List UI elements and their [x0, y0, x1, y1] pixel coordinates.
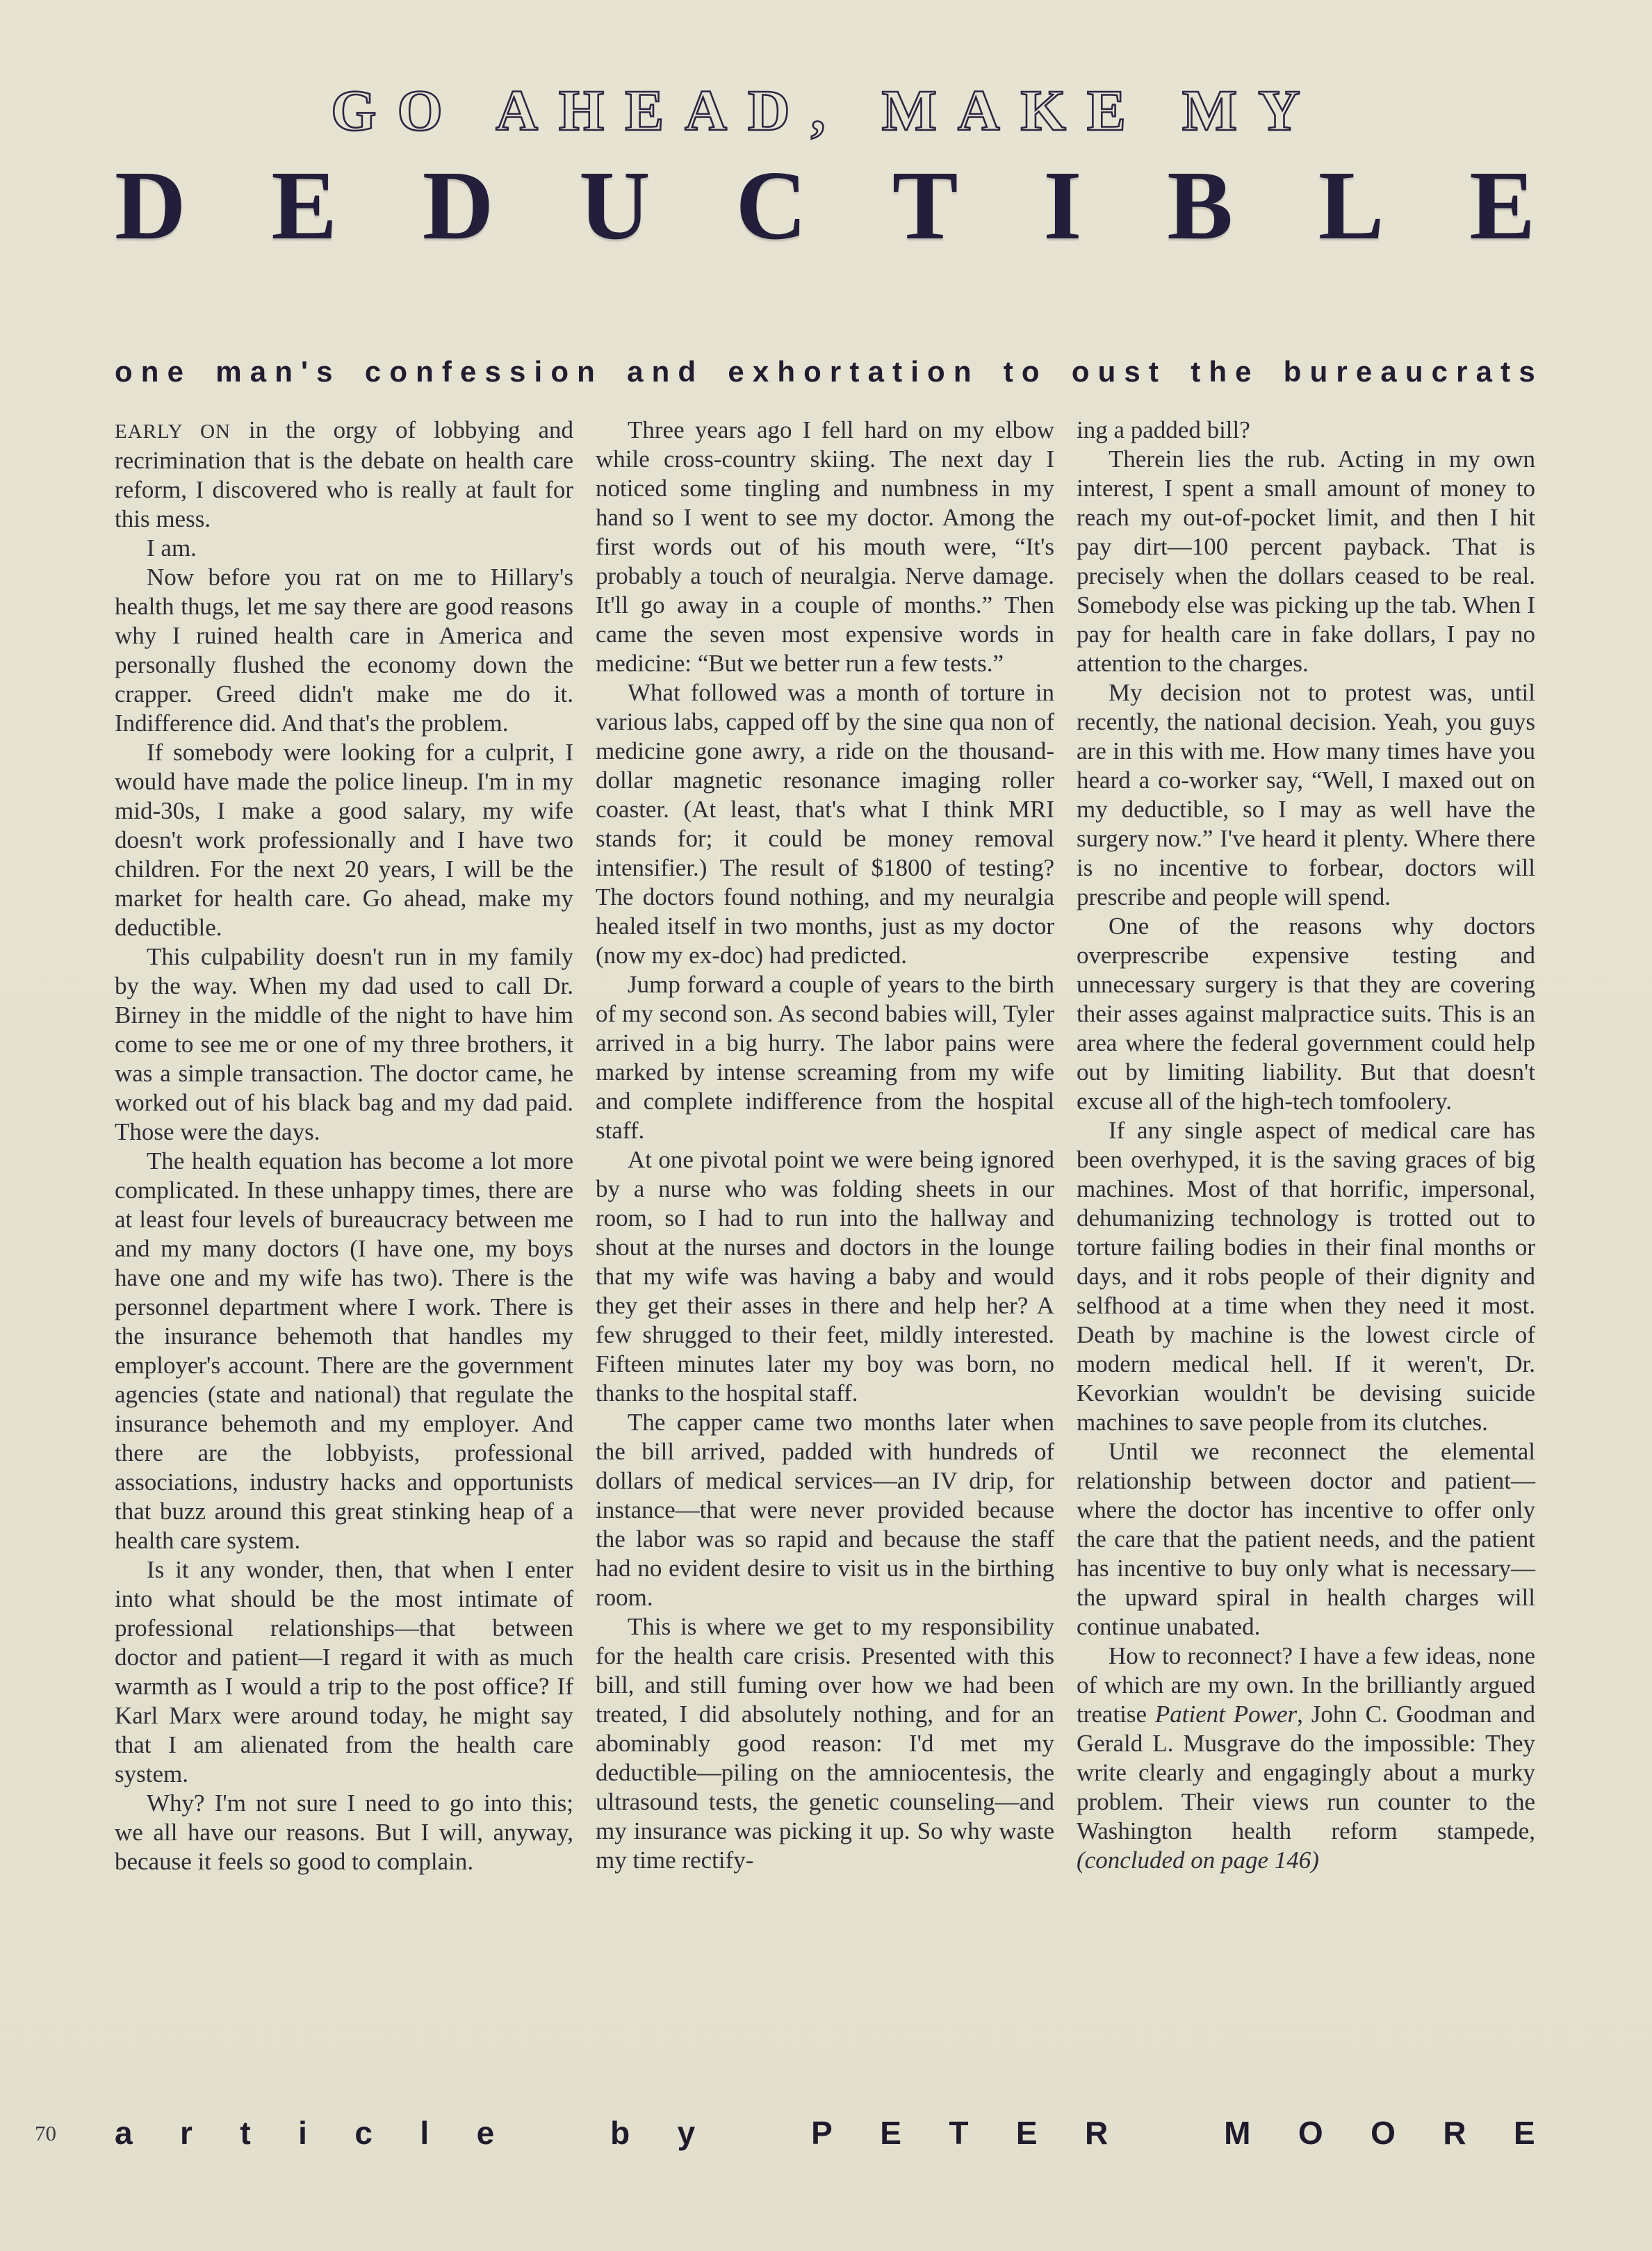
letter: r — [1456, 355, 1468, 388]
letter: n — [577, 355, 595, 388]
column-1 — [115, 416, 573, 1876]
body-text: Three years ago I fell hard on my elbow while cross-country skiing. The next day I noticed some tingling and numbness in my hand so I went to see my doctor. Among the first words out of his mouth were, “It's probably a touch of neuralgia. Nerve damage. It'll go away in a couple of months.” Then came the seven most expensive words in medicine: “But we better run a few tests.” — [596, 416, 1054, 677]
letter: D — [115, 150, 186, 260]
letter: i — [298, 2115, 307, 2151]
paragraph — [1077, 912, 1535, 1116]
letter: n — [651, 355, 670, 388]
letter: f — [441, 355, 452, 388]
letter — [1260, 357, 1275, 386]
letter: t — [1003, 355, 1013, 388]
letter — [192, 357, 207, 386]
paragraph — [1077, 445, 1535, 678]
paragraph — [596, 416, 1054, 678]
letter: E — [1514, 2115, 1535, 2151]
body-text: Now before you rat on me to Hillary's health thugs, let me say there are good reasons why I ruined health care in America and personally flushed the economy down the crapper. Greed didn't make me do it. Indifference did. And that's the problem. — [115, 564, 573, 737]
smallcaps-text: EARLY ON — [115, 420, 231, 443]
letter: i — [910, 355, 919, 388]
body-text: If any single aspect of medical care has been overhyped, it is the saving graces of big machines. Most of that horrific, impersonal, dehumanizing technology is trotted out to torture failing bodies in their final months or days, and it robs people of their dignity and selfhood at a time when they need it most. Death by machine is the lowest circle of modern medical hell. If it weren't, Dr. Kevorkian wouldn't be devising suicide machines to save people from its clutches. — [1077, 1117, 1535, 1436]
letter: E — [880, 2115, 901, 2151]
letter: e — [167, 355, 183, 388]
letter: a — [1380, 355, 1397, 388]
letter — [704, 357, 719, 386]
letter — [542, 2117, 563, 2149]
body-text: How to reconnect? I have a few ideas, none of which are my own. In the brilliantly argued treatise — [1077, 1642, 1535, 1728]
paragraph — [115, 738, 573, 942]
byline-caption — [115, 2117, 1535, 2149]
letter: M — [1224, 2115, 1251, 2151]
letter: i — [534, 355, 543, 388]
body-text: My decision not to protest was, until recently, the national decision. Yeah, you guys are in this with me. How many times have you heard a co-worker say, “Well, I maxed out on my deductible, so I may as well have the surgery now.” I've heard it plenty. Where there is no incentive to forbear, doctors will prescribe and people will spend. — [1077, 679, 1535, 910]
letter: T — [892, 150, 958, 260]
paragraph — [596, 678, 1054, 970]
letter: a — [627, 355, 644, 388]
letter: n — [953, 355, 972, 388]
letter: r — [1336, 355, 1348, 388]
page-number: 70 — [35, 2121, 56, 2145]
paragraph — [115, 534, 573, 563]
body-text: in the orgy of lobbying and recrimination that is the debate on health care reform, I discovered who is really at fault for this mess. — [115, 416, 573, 532]
paragraph — [596, 1145, 1054, 1408]
letter: n — [275, 355, 293, 388]
article-title — [115, 150, 1535, 260]
letter: b — [1283, 355, 1302, 388]
letter: o — [927, 355, 945, 388]
letter: s — [1124, 355, 1140, 388]
letter: s — [484, 355, 501, 388]
letter: R — [1443, 2115, 1466, 2151]
letter: t — [1500, 355, 1511, 388]
letter: P — [811, 2115, 833, 2151]
letter: t — [1148, 355, 1159, 388]
letter: c — [354, 2115, 373, 2151]
body-text: The capper came two months later when the bill arrived, padded with hundreds of dollars of medical services—an IV drip, for instance—that were never provided because the labor was so rapid and because the staff had no evident desire to visit us in the birthing room. — [596, 1409, 1054, 1611]
body-text: ing a padded bill? — [1077, 416, 1250, 443]
letter: m — [215, 355, 242, 388]
italic-text: Patient Power — [1154, 1701, 1298, 1728]
letter — [341, 357, 357, 386]
paragraph — [115, 1555, 573, 1789]
letter: t — [892, 355, 903, 388]
letter: r — [180, 2115, 193, 2151]
paragraph — [115, 942, 573, 1147]
letter: c — [364, 355, 382, 388]
paragraph — [1077, 678, 1535, 912]
body-text: Is it any wonder, then, that when I enter into what should be the most intimate of professional relationships—that between doctor and patient—I regard it with as much warmth as I would a trip to the post office? If Karl Marx were around today, he might say that I am alienated from the health care system. — [115, 1556, 573, 1787]
letter: C — [735, 150, 808, 260]
paragraph — [1077, 1116, 1535, 1437]
paragraph — [115, 1147, 573, 1555]
paragraph — [596, 1408, 1054, 1612]
letter: r — [829, 355, 842, 388]
italic-text: (concluded on page 146) — [1077, 1847, 1319, 1874]
letter: n — [140, 355, 159, 388]
paragraph — [1077, 1437, 1535, 1642]
body-text: This is where we get to my responsibility for the health care crisis. Presented with this bill, and still fuming over how we had been treated, I did absolutely nothing, and for an abominably good reason: I'd met my deductible—piling on the amniocentesis, the ultrasound tests, the genetic counseling—and my insurance was picking it up. So why waste my time rectify- — [596, 1613, 1054, 1874]
letter: o — [1071, 355, 1090, 388]
letter — [743, 2117, 764, 2149]
letter: x — [752, 355, 769, 388]
letter: R — [1085, 2115, 1109, 2151]
letter: o — [550, 355, 569, 388]
letter: a — [1475, 355, 1493, 388]
letter: a — [250, 355, 267, 388]
letter: o — [803, 355, 821, 388]
letter: u — [1309, 355, 1328, 388]
letter — [1156, 2117, 1177, 2149]
column-2 — [596, 416, 1054, 1876]
letter: t — [240, 2115, 251, 2151]
letter: h — [1209, 355, 1227, 388]
letter: o — [1021, 355, 1040, 388]
body-text: Jump forward a couple of years to the birth of my second son. As second babies will, Tyler arrived in a big hurry. The labor pains were marked by intense screaming from my wife and complete indifference from the hospital staff. — [596, 971, 1054, 1144]
letter: s — [509, 355, 526, 388]
letter: e — [728, 355, 744, 388]
letter: b — [610, 2115, 630, 2151]
letter — [603, 357, 619, 386]
letter: e — [476, 2115, 495, 2151]
body-text: , John C. Goodman and Gerald L. Musgrave do the impossible: They write clearly and engagingly about a murky problem. Their views run counter to the Washington health reform stampede, — [1077, 1701, 1535, 1844]
letter: I — [1043, 150, 1082, 260]
letter: d — [678, 355, 696, 388]
letter: s — [316, 355, 333, 388]
letter: U — [579, 150, 651, 260]
letter: E — [271, 150, 338, 260]
article-deck — [115, 357, 1535, 386]
letter: o — [115, 355, 133, 388]
paragraph — [1077, 416, 1535, 445]
body-text: Until we reconnect the elemental relationship between doctor and patient—where the doctor has incentive to offer only the care that the patient needs, and the patient has incentive to buy only what is necessary—the upward spiral in health charges will continue unabated. — [1077, 1438, 1535, 1640]
paragraph — [1077, 1642, 1535, 1875]
letter: E — [1469, 150, 1535, 260]
letter — [980, 357, 995, 386]
letter: O — [1298, 2115, 1323, 2151]
letter: y — [677, 2115, 696, 2151]
letter: l — [420, 2115, 430, 2151]
letter: h — [777, 355, 795, 388]
letter: a — [867, 355, 884, 388]
letter: O — [1371, 2115, 1396, 2151]
letter: E — [1015, 2115, 1038, 2151]
letter: u — [1097, 355, 1116, 388]
letter — [1048, 357, 1063, 386]
paragraph — [115, 563, 573, 738]
letter: o — [389, 355, 407, 388]
body-text: At one pivotal point we were being ignored by a nurse who was folding sheets in our room, so I had to run into the hallway and shout at the nurses and doctors in the lounge that my wife was having a baby and would they get their asses in there and help her? A few shrugged to their feet, mildly interested. Fifteen minutes later my boy was born, no thanks to the hospital staff. — [596, 1146, 1054, 1407]
body-text: The health equation has become a lot more complicated. In these unhappy times, there are at least four levels of bureaucracy between me and my many doctors (I have one, my boys have one and my wife has two). There is the personnel department where I work. There is the insurance behemoth that handles my employer's account. There are the government agencies (state and national) that regulate the insurance behemoth and my employer. And there are the lobbyists, professional associations, industry hacks and opportunists that buzz around this great stinking heap of a health care system. — [115, 1147, 573, 1554]
letter: n — [416, 355, 434, 388]
letter: T — [949, 2115, 969, 2151]
body-text: Therein lies the rub. Acting in my own interest, I spent a small amount of money to reach my out-of-pocket limit, and then I hit pay dirt—100 percent payback. That is precisely when the dollars ceased to be real. Somebody else was picking up the tab. When I pay for health care in fake dollars, I pay no attention to the charges. — [1077, 445, 1535, 677]
letter: c — [1431, 355, 1448, 388]
article-kicker: GO AHEAD, MAKE MY — [331, 79, 1321, 143]
letter: a — [115, 2115, 133, 2151]
letter: t — [849, 355, 860, 388]
letter: B — [1167, 150, 1234, 260]
article-body — [115, 416, 1535, 1876]
paragraph — [596, 970, 1054, 1145]
body-text: This culpability doesn't run in my family by the way. When my dad used to call Dr. Birney in the middle of the night to have him come to see me or one of my three brothers, it was a simple transaction. The doctor came, he worked out of his black bag and my dad paid. Those were the days. — [115, 943, 573, 1145]
letter: u — [1405, 355, 1423, 388]
column-3 — [1077, 416, 1535, 1876]
letter: e — [1235, 355, 1252, 388]
paragraph — [115, 416, 573, 534]
body-text: Why? I'm not sure I need to go into this; we all have our reasons. But I will, anyway, because it feels so good to complain. — [115, 1790, 573, 1875]
body-text: If somebody were looking for a culprit, I would have made the police lineup. I'm in my mid-30s, I make a good salary, my wife doesn't work professionally and I have two children. For the next 20 years, I will be the market for health care. Go ahead, make my deductible. — [115, 739, 573, 941]
letter: D — [422, 150, 494, 260]
letter — [1167, 357, 1182, 386]
letter: e — [460, 355, 477, 388]
body-text: One of the reasons why doctors overprescribe expensive testing and unnecessary surgery is that they are covering their asses against malpractice suits. This is an area where the federal government could help out by limiting liability. But that doesn't excuse all of the high-tech tomfoolery. — [1077, 912, 1535, 1115]
body-text: I am. — [147, 534, 197, 562]
letter: s — [1519, 355, 1535, 388]
letter: ' — [301, 355, 309, 388]
letter: t — [1191, 355, 1201, 388]
paragraph — [596, 1612, 1054, 1875]
paragraph — [115, 1789, 573, 1876]
letter: L — [1318, 150, 1384, 260]
body-text: What followed was a month of torture in various labs, capped off by the sine qua non of medicine gone awry, a ride on the thousand-dollar magnetic resonance imaging roller coaster. (At least, that's what I think MRI stands for; it could be money removal intensifier.) The result of $1800 of testing? The doctors found nothing, and my neuralgia healed itself in two months, just as my doctor (now my ex-doc) had predicted. — [596, 679, 1054, 969]
letter: e — [1355, 355, 1373, 388]
